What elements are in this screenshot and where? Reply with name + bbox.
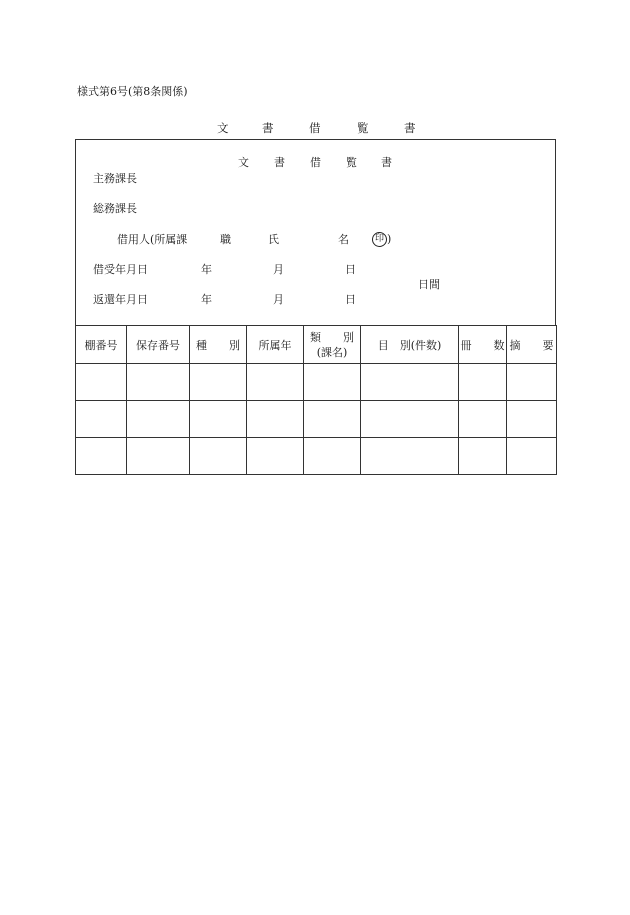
inner-title-char: 書: [381, 156, 392, 169]
table-header-row: [76, 326, 557, 364]
table-cell[interactable]: [361, 438, 459, 475]
header-category-line1: 類 別: [310, 330, 354, 344]
table-cell[interactable]: [247, 438, 304, 475]
table-cell[interactable]: [361, 401, 459, 438]
form-number-label: 様式第6号(第8条関係): [77, 85, 188, 98]
table-cell[interactable]: [190, 364, 247, 401]
table-cell[interactable]: [507, 401, 557, 438]
title-char: 借: [309, 121, 321, 135]
seal-mark: [370, 232, 391, 247]
table-cell[interactable]: [459, 364, 507, 401]
return-day-label: 日: [345, 293, 356, 306]
given-name-label: 名: [338, 233, 349, 246]
inner-title-char: 借: [310, 156, 321, 169]
return-year-label: 年: [201, 293, 212, 306]
table-cell[interactable]: [127, 364, 190, 401]
table-cell[interactable]: [304, 364, 361, 401]
table-cell[interactable]: [76, 438, 127, 475]
title-char: 書: [404, 121, 416, 135]
table-cell[interactable]: [459, 438, 507, 475]
table-row: [76, 438, 557, 475]
table-cell[interactable]: [76, 401, 127, 438]
header-type: 種 別: [190, 326, 247, 364]
borrow-date-label: 借受年月日: [93, 263, 148, 276]
family-name-label: 氏: [268, 233, 279, 246]
borrow-year-label: 年: [201, 263, 212, 276]
header-category-line2: (課名): [316, 345, 348, 359]
document-list-table: [75, 325, 557, 475]
seal-stamp-icon: 印: [372, 232, 387, 247]
table-cell[interactable]: [190, 401, 247, 438]
table-cell[interactable]: [127, 401, 190, 438]
borrow-day-label: 日: [345, 263, 356, 276]
header-storage-number: 保存番号: [127, 326, 190, 364]
borrower-close-paren: ): [387, 232, 392, 246]
borrower-label: 借用人(所属課: [117, 233, 188, 246]
position-label: 職: [220, 233, 231, 246]
title-char: 文: [217, 121, 229, 135]
return-month-label: 月: [273, 293, 284, 306]
inner-title-char: 覧: [346, 156, 357, 169]
header-item-count: 目 別(件数): [361, 326, 459, 364]
table-row: [76, 364, 557, 401]
inner-title-char: 書: [274, 156, 285, 169]
table-row: [76, 401, 557, 438]
table-cell[interactable]: [304, 401, 361, 438]
title-char: 覧: [357, 121, 369, 135]
borrow-month-label: 月: [273, 263, 284, 276]
table-cell[interactable]: [76, 364, 127, 401]
header-year: 所属年: [247, 326, 304, 364]
table-cell[interactable]: [304, 438, 361, 475]
period-days-label: 日間: [418, 278, 440, 291]
table-cell[interactable]: [190, 438, 247, 475]
chief-section-manager-label: 主務課長: [93, 172, 137, 185]
table-cell[interactable]: [507, 438, 557, 475]
table-cell[interactable]: [361, 364, 459, 401]
header-shelf-number: 棚番号: [76, 326, 127, 364]
header-remarks: 摘 要: [507, 326, 557, 364]
table-cell[interactable]: [127, 438, 190, 475]
return-date-label: 返還年月日: [93, 293, 148, 306]
inner-title-char: 文: [238, 156, 249, 169]
header-volumes: 冊 数: [459, 326, 507, 364]
header-category: [304, 326, 361, 364]
table-cell[interactable]: [459, 401, 507, 438]
table-cell[interactable]: [507, 364, 557, 401]
title-char: 書: [262, 121, 274, 135]
table-cell[interactable]: [247, 401, 304, 438]
table-cell[interactable]: [247, 364, 304, 401]
general-affairs-manager-label: 総務課長: [93, 202, 137, 215]
